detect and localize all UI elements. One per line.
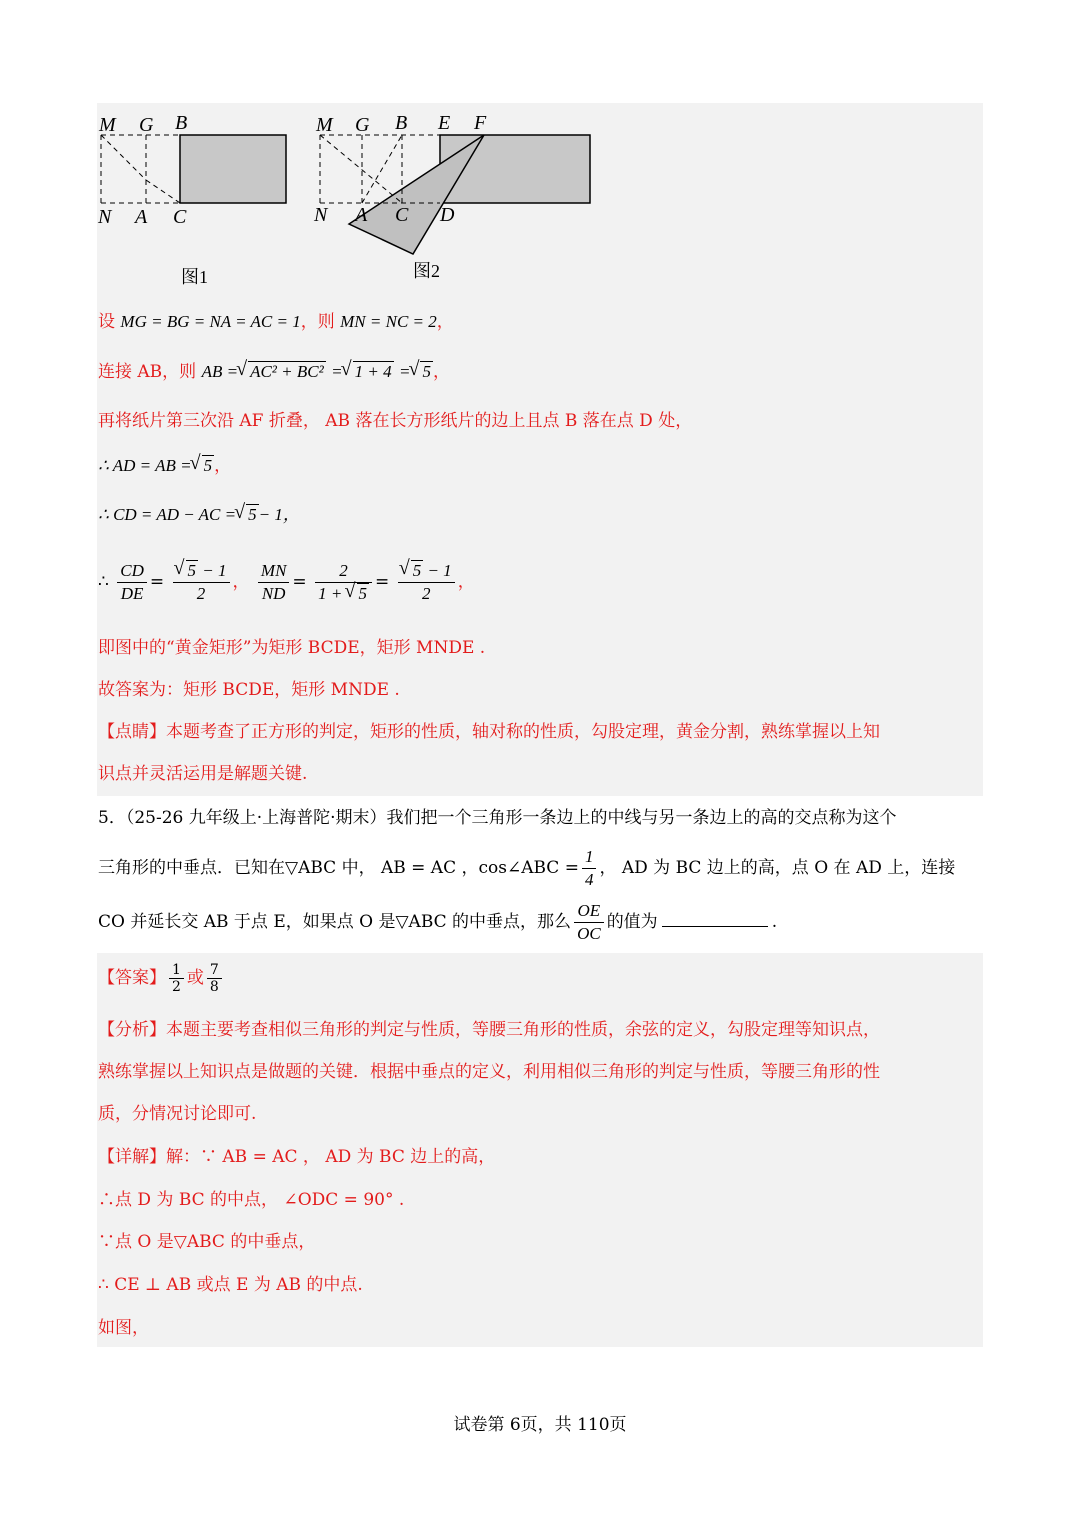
point-label: D bbox=[440, 204, 455, 226]
point-label: N bbox=[98, 206, 112, 228]
question-line: CO 并延长交 AB 于点 E，如果点 O 是▽ABC 的中垂点，那么 $\frac{OE}{OC}$ 的值为 . bbox=[98, 901, 778, 943]
analysis-line: 质，分情况讨论即可. bbox=[98, 1104, 257, 1124]
solution-line: 连接 AB，则 AB =√ AC² + BC² =√ 1 + 4 =√ 5 ， bbox=[98, 360, 450, 384]
detail-line: 【详解】解：∵ AB = AC ， AD 为 BC 边上的高， bbox=[98, 1147, 496, 1167]
answer-line: 【答案】 $\frac{1}{2}$ 或 $\frac{7}{8}$ bbox=[98, 962, 225, 995]
point-label: A bbox=[135, 206, 148, 228]
answer-blank bbox=[662, 926, 768, 927]
comment-line: 识点并灵活运用是解题关键. bbox=[98, 764, 308, 784]
point-label: B bbox=[395, 112, 408, 134]
solution-ratio-line: ∴ $\frac{CD}{DE}$ = √ $\frac{5 - 1}{2}$ ， $\frac{MN}{ND}$ = $\frac{2}{1 + √ 5}$ = √ $\frac{5 - 1}{2}$ ， bbox=[98, 560, 475, 605]
figure-2 bbox=[313, 112, 590, 281]
point-label: M bbox=[316, 114, 333, 136]
geometry-figure bbox=[0, 100, 1080, 400]
point-label: C bbox=[395, 204, 409, 226]
point-label: E bbox=[438, 112, 451, 134]
analysis-line: 【分析】本题主要考查相似三角形的判定与性质，等腰三角形的性质，余弦的定义，勾股定理等知识点， bbox=[98, 1020, 880, 1040]
solution-line: ∴ CD = AD − AC =√ 5 − 1， bbox=[98, 503, 300, 527]
detail-line: ∴ CE ⊥ AB 或点 E 为 AB 的中点. bbox=[98, 1275, 363, 1295]
solution-line: 故答案为：矩形 BCDE，矩形 MNDE . bbox=[98, 680, 400, 700]
point-label: G bbox=[139, 114, 154, 136]
point-label: A bbox=[355, 204, 368, 226]
solution-line: 设 MG = BG = NA = AC = 1，则 MN = NC = 2， bbox=[98, 312, 454, 332]
point-label: C bbox=[173, 206, 187, 228]
point-label: B bbox=[175, 112, 188, 134]
solution-line: 即图中的“黄金矩形”为矩形 BCDE，矩形 MNDE . bbox=[98, 638, 486, 658]
analysis-line: 熟练掌握以上知识点是做题的关键．根据中垂点的定义，利用相似三角形的判定与性质，等腰三角形的性 bbox=[98, 1062, 880, 1082]
solution-line: ∴ AD = AB =√ 5 ， bbox=[98, 454, 231, 478]
dashed-diagonal bbox=[320, 135, 402, 203]
shaded-rectangle bbox=[180, 135, 286, 203]
page-footer: 试卷第 6页，共 110页 bbox=[453, 1415, 627, 1435]
point-label: N bbox=[314, 204, 328, 226]
dashed-diagonal bbox=[146, 180, 180, 203]
figure-1-caption: 图1 bbox=[181, 267, 208, 287]
figure-2-caption: 图2 bbox=[413, 261, 440, 281]
detail-line: ∵点 O 是▽ABC 的中垂点， bbox=[98, 1232, 316, 1252]
detail-line: 如图， bbox=[98, 1318, 149, 1338]
detail-line: ∴点 D 为 BC 的中点， ∠ODC = 90° . bbox=[98, 1190, 405, 1210]
comment-line: 【点睛】本题考查了正方形的判定，矩形的性质，轴对称的性质，勾股定理，黄金分割，熟练掌握以上知 bbox=[98, 722, 880, 742]
point-label: M bbox=[99, 114, 116, 136]
dashed-diagonal bbox=[101, 135, 146, 180]
point-label: G bbox=[355, 114, 370, 136]
solution-line: 再将纸片第三次沿 AF 折叠， AB 落在长方形纸片的边上且点 B 落在点 D 处， bbox=[98, 411, 693, 431]
figure-1 bbox=[97, 112, 286, 287]
question-line: 三角形的中垂点．已知在▽ABC 中， AB = AC ，cos∠ABC = $\frac{1}{4}$ ， AD 为 BC 边上的高，点 O 在 AD 上，连接 bbox=[98, 847, 956, 889]
point-label: F bbox=[474, 112, 487, 134]
question-line: 5．（25-26 九年级上·上海普陀·期末）我们把一个三角形一条边上的中线与另一条边上的高的交点称为这个 bbox=[98, 808, 897, 828]
